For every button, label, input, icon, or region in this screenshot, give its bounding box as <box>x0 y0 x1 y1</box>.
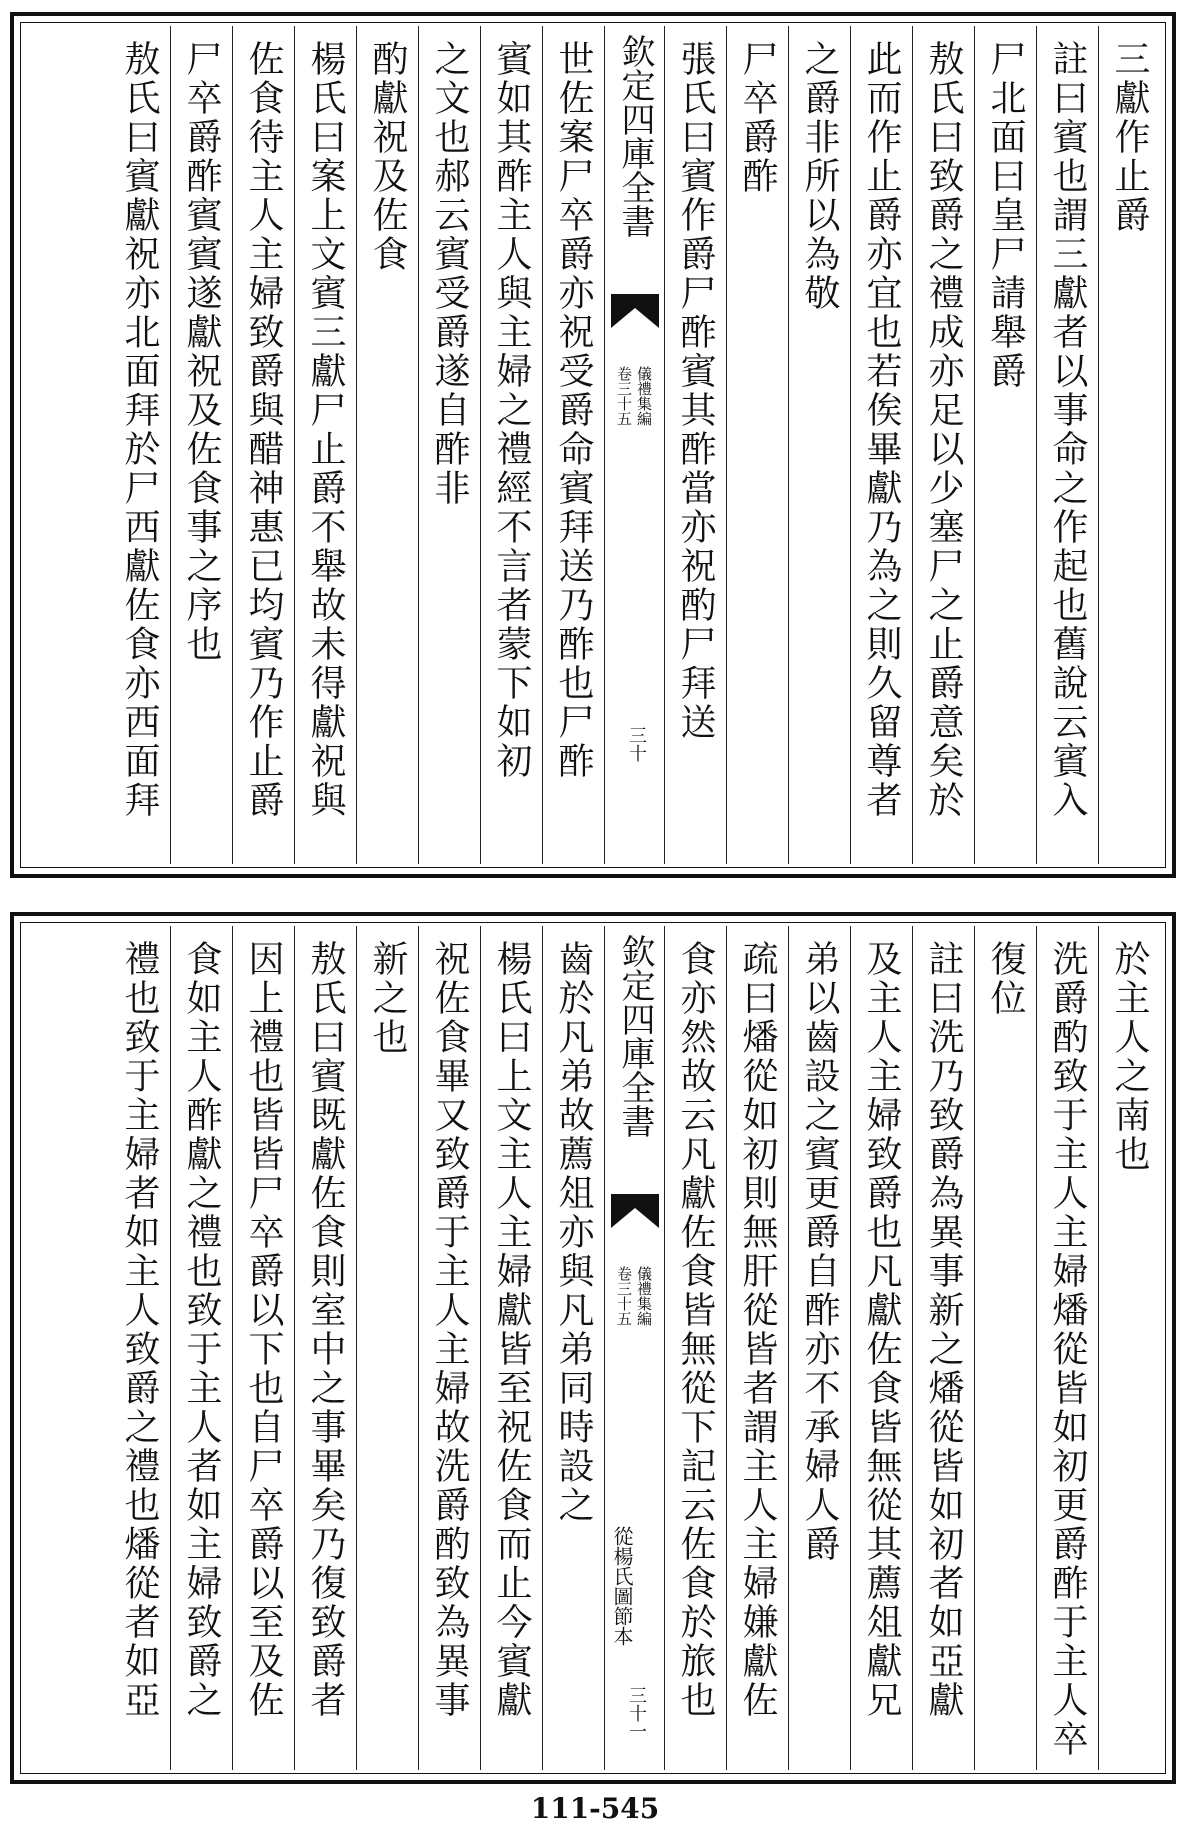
text-column: 敖氏曰賓既獻佐食則室中之事畢矣乃復致爵者 <box>294 926 356 1770</box>
text-column: 世佐案尸卒爵亦祝受爵命賓拜送乃酢也尸酢 <box>542 26 604 864</box>
text-column: 賓如其酢主人與主婦之禮經不言者蒙下如初 <box>480 26 542 864</box>
text-column: 註曰賓也謂三獻者以事命之作起也舊說云賓入 <box>1036 26 1098 864</box>
fold-page-number: 三十一 <box>626 1686 647 1740</box>
text-column: 弟以齒設之賓更爵自酢亦不承婦人爵 <box>788 926 850 1770</box>
fishtail-mark-icon <box>611 294 659 328</box>
text-column: 復位 <box>974 926 1036 1770</box>
fold-juan: 卷三十五 <box>615 1266 633 1326</box>
text-column: 之文也郝云賓受爵遂自酢非 <box>418 26 480 864</box>
text-column: 此而作止爵亦宜也若俟畢獻乃為之則久留尊者 <box>850 26 912 864</box>
fold-book-title: 儀禮集編 <box>635 1266 653 1326</box>
top-page-panel <box>10 12 1176 878</box>
bottom-columns <box>26 926 1160 1770</box>
text-column: 於主人之南也 <box>1098 926 1160 1770</box>
text-column: 尸卒爵酢賓賓遂獻祝及佐食事之序也 <box>170 26 232 864</box>
fold-book-title: 儀禮集編 <box>635 366 653 426</box>
text-column: 齒於凡弟故薦俎亦與凡弟同時設之 <box>542 926 604 1770</box>
fold-title: 欽定四庫全書 <box>615 34 655 238</box>
text-column: 尸卒爵酢 <box>726 26 788 864</box>
text-column: 禮也致于主婦者如主人致爵之禮也燔從者如亞 <box>119 940 160 1720</box>
fishtail-mark-icon <box>611 1194 659 1228</box>
text-column: 洗爵酌致于主人主婦燔從皆如初更爵酢于主人卒 <box>1036 926 1098 1770</box>
text-column: 因上禮也皆皆尸卒爵以下也自尸卒爵以至及佐 <box>232 926 294 1770</box>
text-column: 食亦然故云凡獻佐食皆無從下記云佐食於旅也 <box>664 926 726 1770</box>
text-column: 佐食待主人主婦致爵與醋神惠已均賓乃作止爵 <box>232 26 294 864</box>
text-column: 疏曰燔從如初則無肝從皆者謂主人主婦嫌獻佐 <box>726 926 788 1770</box>
text-column: 楊氏曰案上文賓三獻尸止爵不舉故未得獻祝與 <box>294 26 356 864</box>
text-column: 三獻作止爵 <box>1098 26 1160 864</box>
bottom-page-panel <box>10 912 1176 1784</box>
text-column: 之爵非所以為敬 <box>788 26 850 864</box>
fold-juan: 卷三十五 <box>615 366 633 426</box>
text-column: 敖氏曰賓獻祝亦北面拜於尸西獻佐食亦西面拜 <box>119 40 160 820</box>
top-columns <box>26 26 1160 864</box>
fold-center-column <box>604 26 664 864</box>
fold-center-column <box>604 926 664 1770</box>
text-column: 敖氏曰致爵之禮成亦足以少塞尸之止爵意矣於 <box>912 26 974 864</box>
text-column: 張氏曰賓作爵尸酢賓其酢當亦祝酌尸拜送 <box>664 26 726 864</box>
text-column: 祝佐食畢又致爵于主人主婦故洗爵酌致為異事 <box>418 926 480 1770</box>
text-column: 楊氏曰上文主人主婦獻皆至祝佐食而止今賓獻 <box>480 926 542 1770</box>
text-column: 及主人主婦致爵也凡獻佐食皆無從其薦俎獻兄 <box>850 926 912 1770</box>
text-column: 新之也 <box>356 926 418 1770</box>
text-column: 註曰洗乃致爵為異事新之燔從皆如初者如亞獻 <box>912 926 974 1770</box>
text-column: 尸北面曰皇尸請舉爵 <box>974 26 1036 864</box>
text-column: 酌獻祝及佐食 <box>356 26 418 864</box>
fold-note: 從楊氏圖節本 <box>610 1526 634 1646</box>
fold-title: 欽定四庫全書 <box>615 934 655 1138</box>
text-column: 食如主人酢獻之禮也致于主人者如主婦致爵之 <box>170 926 232 1770</box>
page-number: 111-545 <box>530 1792 660 1825</box>
fold-page-number: 三十 <box>626 726 647 762</box>
